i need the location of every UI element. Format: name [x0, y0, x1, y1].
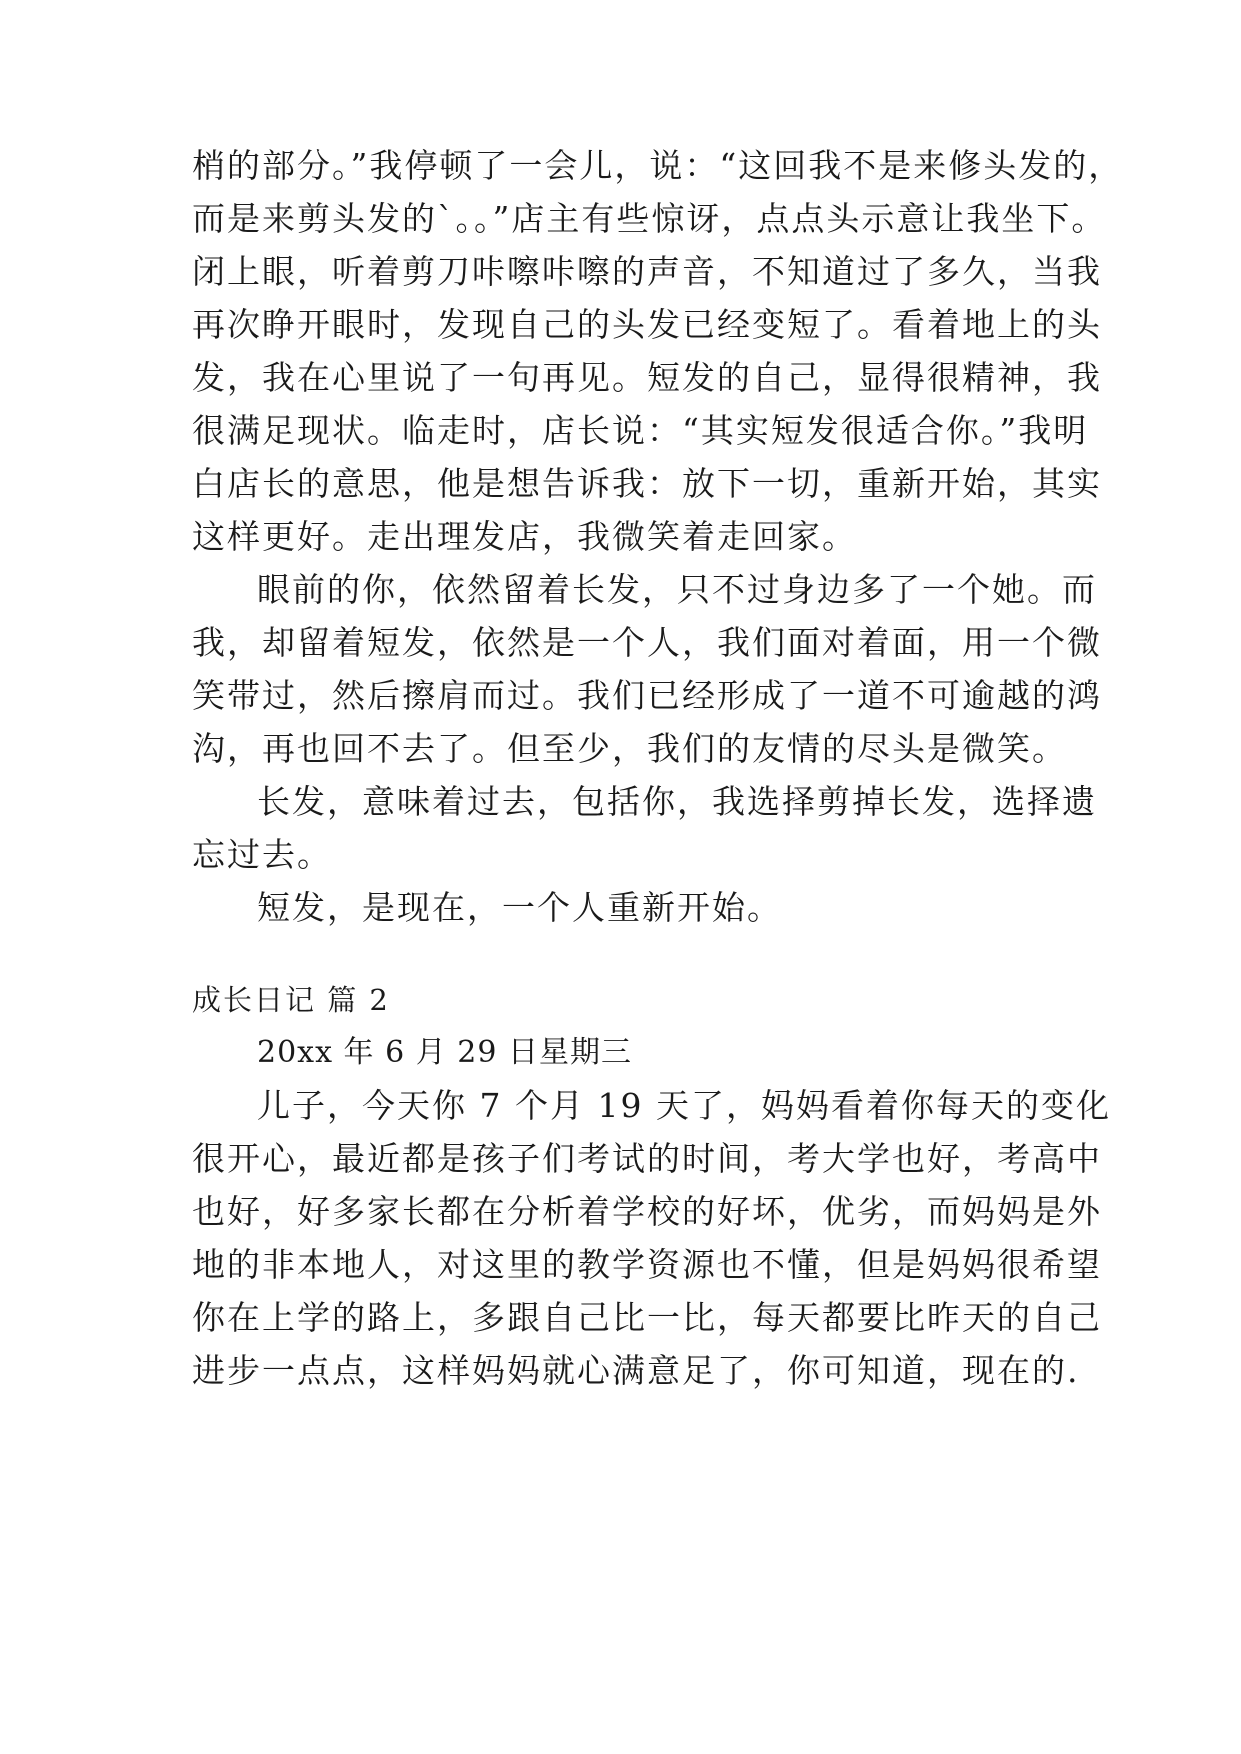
- date-line: 20xx 年 6 月 29 日星期三: [257, 1035, 632, 1070]
- body-text-line: 笑带过，然后擦肩而过。我们已经形成了一道不可逾越的鸿: [192, 676, 1102, 715]
- body-text-line: 忘过去。: [192, 835, 332, 874]
- body-text-line: 很满足现状。临走时，店长说：“其实短发很适合你。”我明: [192, 411, 1089, 450]
- body-text-line: 梢的部分。”我停顿了一会儿，说：“这回我不是来修头发的，: [192, 146, 1124, 185]
- body-text-line: 再次睁开眼时，发现自己的头发已经变短了。看着地上的头: [192, 305, 1102, 344]
- body-text-line: 很开心，最近都是孩子们考试的时间，考大学也好，考高中: [192, 1139, 1102, 1178]
- body-text-line: 而是来剪头发的`。。”店主有些惊讶，点点头示意让我坐下。: [192, 199, 1107, 238]
- body-text-line: 发，我在心里说了一句再见。短发的自己，显得很精神，我: [192, 358, 1102, 397]
- body-text-line: 闭上眼，听着剪刀咔嚓咔嚓的声音，不知道过了多久，当我: [192, 252, 1102, 291]
- body-text-line: 长发，意味着过去，包括你，我选择剪掉长发，选择遗: [257, 782, 1097, 821]
- body-text-line: 短发，是现在，一个人重新开始。: [257, 888, 782, 927]
- body-text-line: 白店长的意思，他是想告诉我：放下一切，重新开始，其实: [192, 464, 1102, 503]
- body-text-line: 进步一点点，这样妈妈就心满意足了，你可知道，现在的.: [192, 1351, 1080, 1390]
- section-heading: 成长日记 篇 2: [192, 983, 390, 1017]
- body-text-line: 地的非本地人，对这里的教学资源也不懂，但是妈妈很希望: [192, 1245, 1102, 1284]
- body-text-line: 也好，好多家长都在分析着学校的好坏，优劣，而妈妈是外: [192, 1192, 1102, 1231]
- body-text-line: 我，却留着短发，依然是一个人，我们面对着面，用一个微: [192, 623, 1102, 662]
- body-text-line: 这样更好。走出理发店，我微笑着走回家。: [192, 517, 857, 556]
- body-text-line: 沟，再也回不去了。但至少，我们的友情的尽头是微笑。: [192, 729, 1067, 768]
- body-text-line: 你在上学的路上，多跟自己比一比，每天都要比昨天的自己: [192, 1298, 1102, 1337]
- body-text-line: 儿子，今天你 7 个月 19 天了，妈妈看着你每天的变化: [257, 1086, 1111, 1125]
- body-text-line: 眼前的你，依然留着长发，只不过身边多了一个她。而: [257, 570, 1097, 609]
